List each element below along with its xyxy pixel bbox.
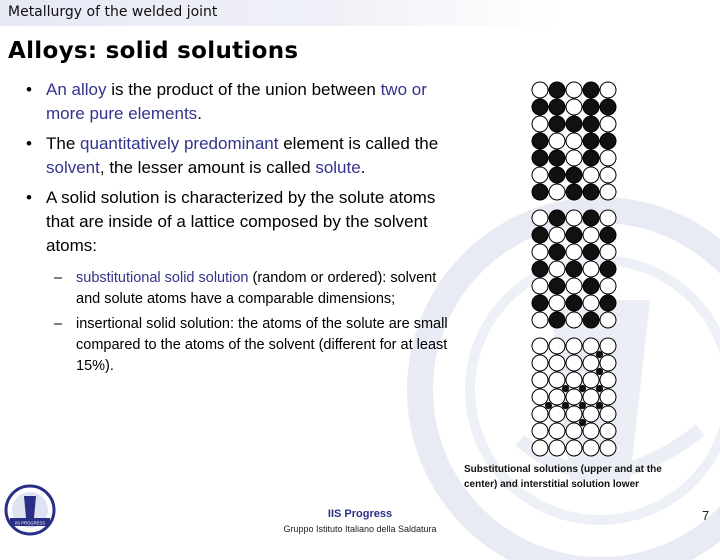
solvent-atom xyxy=(566,82,582,98)
solvent-atom xyxy=(583,372,599,388)
solvent-atom xyxy=(532,244,548,260)
bullet-text: , the lesser amount is called xyxy=(99,158,316,177)
solvent-atom xyxy=(549,355,565,371)
solvent-atom xyxy=(532,355,548,371)
solute-atom xyxy=(583,82,599,98)
solvent-atom xyxy=(600,389,616,405)
solvent-atom xyxy=(532,116,548,132)
term-quantitatively-predominant: quantitatively predominant xyxy=(80,134,279,153)
term-substitutional-solid-solution: substitutional solid solution xyxy=(76,270,249,286)
solvent-atom xyxy=(532,167,548,183)
solute-atom xyxy=(583,184,599,200)
solute-atom xyxy=(549,116,565,132)
solute-atom xyxy=(566,227,582,243)
solute-atom xyxy=(532,261,548,277)
solvent-atom xyxy=(549,261,565,277)
solvent-atom xyxy=(600,372,616,388)
figure-caption: Substitutional solutions (upper and at the center) and interstitial solution lower xyxy=(464,464,662,490)
solvent-atom xyxy=(600,82,616,98)
term-solute: solute xyxy=(315,158,361,177)
solute-atom xyxy=(600,227,616,243)
solvent-atom xyxy=(532,210,548,226)
sub-bullet-substitutional xyxy=(26,268,456,310)
solvent-atom xyxy=(600,423,616,439)
solvent-atom xyxy=(532,312,548,328)
interstitial-atom xyxy=(597,369,603,375)
logo-text: IIS PROGRESS xyxy=(14,520,46,526)
lattice-interstitial xyxy=(522,336,642,458)
solvent-atom xyxy=(600,312,616,328)
bullet-text: . xyxy=(197,104,202,123)
sub-bullet-dash: – xyxy=(54,270,63,286)
sub-bullet-text: (random or ordered): solvent and solute atoms have a comparable dimensions; xyxy=(76,270,437,307)
solute-atom xyxy=(600,99,616,115)
slide-title: Alloys: solid solutions xyxy=(8,38,299,64)
solvent-atom xyxy=(566,338,582,354)
solvent-atom xyxy=(532,338,548,354)
solvent-atom xyxy=(600,184,616,200)
solvent-atom xyxy=(583,227,599,243)
solute-atom xyxy=(566,184,582,200)
solute-atom xyxy=(532,295,548,311)
solvent-atom xyxy=(600,406,616,422)
sub-bullet-dash: – xyxy=(54,316,63,332)
solvent-atom xyxy=(600,116,616,132)
solute-atom xyxy=(566,167,582,183)
solvent-atom xyxy=(583,261,599,277)
solvent-atom xyxy=(566,210,582,226)
solvent-atom xyxy=(549,295,565,311)
solute-atom xyxy=(600,133,616,149)
solvent-atom xyxy=(566,278,582,294)
solvent-atom xyxy=(566,133,582,149)
solute-atom xyxy=(549,278,565,294)
solute-atom xyxy=(566,295,582,311)
solute-atom xyxy=(532,99,548,115)
solvent-atom xyxy=(583,406,599,422)
term-alloy: An alloy xyxy=(46,80,107,99)
sub-bullet-insertional xyxy=(26,314,456,377)
solvent-atom xyxy=(549,184,565,200)
solute-atom xyxy=(600,295,616,311)
bullet-dot: • xyxy=(26,134,32,153)
bullet-text: . xyxy=(360,158,366,177)
term-solvent: solvent xyxy=(46,158,100,177)
solute-atom xyxy=(532,133,548,149)
solute-atom xyxy=(583,278,599,294)
interstitial-atom xyxy=(563,403,569,409)
solvent-atom xyxy=(600,278,616,294)
solvent-atom xyxy=(549,338,565,354)
solvent-atom xyxy=(566,423,582,439)
sub-bullet-text: insertional solid solution: the atoms of the solute are small compared to the atoms of the solvent (different for at least 15%). xyxy=(76,316,448,374)
solute-atom xyxy=(583,150,599,166)
solvent-atom xyxy=(549,423,565,439)
solvent-atom xyxy=(532,389,548,405)
solvent-atom xyxy=(566,244,582,260)
solvent-atom xyxy=(566,440,582,456)
solvent-atom xyxy=(532,406,548,422)
bullet-dot: • xyxy=(26,80,32,99)
solute-atom xyxy=(566,116,582,132)
solvent-atom xyxy=(549,133,565,149)
solvent-atom xyxy=(532,82,548,98)
solvent-atom xyxy=(583,167,599,183)
solvent-atom xyxy=(549,372,565,388)
bullet-alloy-definition xyxy=(26,78,456,126)
lattice-substitutional-random xyxy=(522,80,642,202)
interstitial-atom xyxy=(597,386,603,392)
solvent-atom xyxy=(549,406,565,422)
bullet-text: The xyxy=(46,134,81,153)
lattice-substitutional-ordered xyxy=(522,208,642,330)
solvent-atom xyxy=(566,406,582,422)
solute-atom xyxy=(532,150,548,166)
interstitial-atom xyxy=(597,403,603,409)
solvent-atom xyxy=(600,244,616,260)
solute-atom xyxy=(583,116,599,132)
solute-atom xyxy=(583,210,599,226)
solute-atom xyxy=(549,210,565,226)
footer-subtitle: Gruppo Istituto Italiano della Saldatura xyxy=(283,524,437,534)
solvent-atom xyxy=(566,372,582,388)
solute-atom xyxy=(549,312,565,328)
solute-atom xyxy=(549,167,565,183)
solute-atom xyxy=(532,227,548,243)
solute-atom xyxy=(600,261,616,277)
solvent-atom xyxy=(566,389,582,405)
solute-atom xyxy=(549,244,565,260)
bullet-solvent-solute xyxy=(26,132,456,180)
bullet-text: is the product of the union between xyxy=(106,80,381,99)
interstitial-atom xyxy=(563,386,569,392)
solvent-atom xyxy=(583,295,599,311)
solute-atom xyxy=(549,82,565,98)
solvent-atom xyxy=(549,227,565,243)
solvent-atom xyxy=(566,312,582,328)
solute-atom xyxy=(583,99,599,115)
page-number: 7 xyxy=(702,508,710,523)
bullet-solid-solution xyxy=(26,186,456,258)
bullet-text: element is called the xyxy=(278,134,439,153)
solvent-atom xyxy=(583,423,599,439)
solute-atom xyxy=(583,133,599,149)
solvent-atom xyxy=(600,440,616,456)
solute-atom xyxy=(583,244,599,260)
solute-atom xyxy=(566,261,582,277)
solvent-atom xyxy=(566,355,582,371)
iis-progress-logo xyxy=(4,484,56,536)
solvent-atom xyxy=(549,389,565,405)
solvent-atom xyxy=(566,150,582,166)
footer-org: IIS Progress xyxy=(327,508,393,520)
interstitial-atom xyxy=(580,386,586,392)
solvent-atom xyxy=(583,338,599,354)
solvent-atom xyxy=(532,423,548,439)
bullet-text: A solid solution is characterized by the solute atoms that are inside of a lattice composed by the solvent atoms: xyxy=(46,188,436,255)
solvent-atom xyxy=(532,440,548,456)
header-title: Metallurgy of the welded joint xyxy=(8,4,218,20)
solute-atom xyxy=(549,150,565,166)
bullet-list xyxy=(26,78,456,381)
solvent-atom xyxy=(600,167,616,183)
solvent-atom xyxy=(566,99,582,115)
interstitial-atom xyxy=(546,403,552,409)
interstitial-atom xyxy=(597,352,603,358)
interstitial-atom xyxy=(580,420,586,426)
bullet-dot: • xyxy=(26,188,32,207)
solvent-atom xyxy=(583,440,599,456)
solvent-atom xyxy=(600,210,616,226)
solvent-atom xyxy=(549,440,565,456)
interstitial-atom xyxy=(580,403,586,409)
solvent-atom xyxy=(532,278,548,294)
header-bar xyxy=(0,0,560,26)
solvent-atom xyxy=(532,372,548,388)
solute-atom xyxy=(532,184,548,200)
solvent-atom xyxy=(583,355,599,371)
solvent-atom xyxy=(600,150,616,166)
solute-atom xyxy=(549,99,565,115)
solvent-atom xyxy=(600,338,616,354)
term-pure-elements: two or more pure elements xyxy=(46,80,427,123)
solute-atom xyxy=(583,312,599,328)
solvent-atom xyxy=(600,355,616,371)
solvent-atom xyxy=(583,389,599,405)
